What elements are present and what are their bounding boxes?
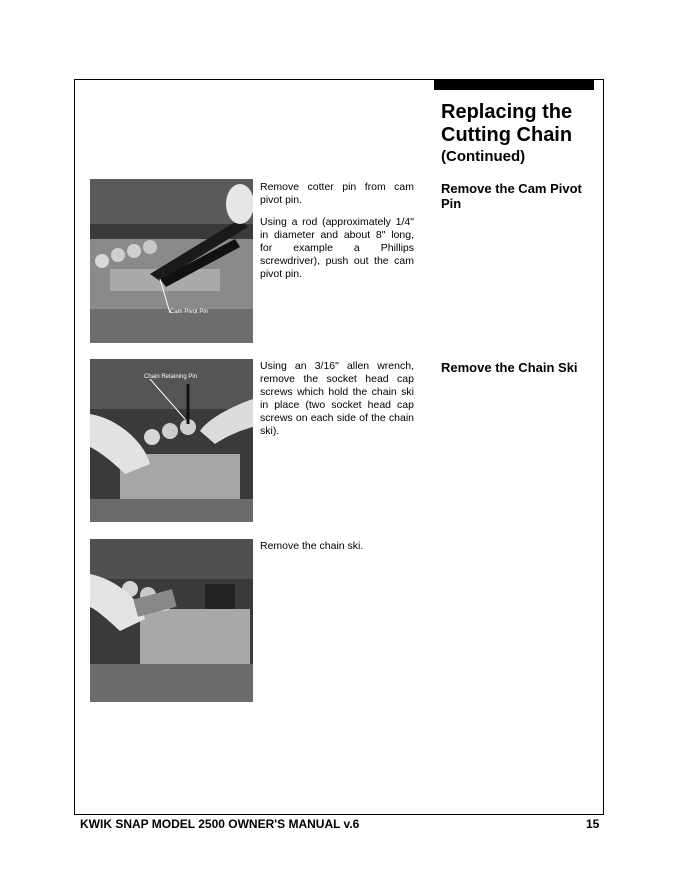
page-title-text: Replacing the Cutting Chain	[441, 101, 573, 146]
paragraph: Using a rod (approximately 1/4" in diameter and about 8" long, for example a Phillips screwdriver), push out the cam pivot pin.	[260, 216, 414, 280]
section-3-text	[260, 540, 414, 562]
paragraph: Using an 3/16" allen wrench, remove the socket head cap screws which hold the chain ski in place (two socket head cap screws on each side of the chain ski).	[260, 360, 414, 437]
page-subtitle: (Continued)	[441, 148, 526, 165]
footer-manual-title: KWIK SNAP MODEL 2500 OWNER'S MANUAL v.6	[80, 817, 360, 831]
paragraph: Remove the chain ski.	[260, 540, 364, 552]
section-heading-chain-ski: Remove the Chain Ski	[441, 360, 578, 375]
header-bar	[434, 79, 594, 90]
section-2-text	[260, 360, 414, 447]
photo-callout-chain-retaining-pin: Chain Retaining Pin	[144, 374, 198, 380]
photo-cam-pivot-pin	[90, 179, 253, 343]
footer-page-number: 15	[586, 817, 600, 831]
photo-callout-cam-pivot-pin: Cam Pivot Pin	[170, 309, 209, 315]
page-title	[441, 101, 601, 167]
photo-chain-ski-removed	[90, 539, 253, 702]
section-heading-cam-pivot-pin: Remove the Cam Pivot Pin	[441, 181, 582, 211]
section-1-text	[260, 181, 414, 290]
paragraph: Remove cotter pin from cam pivot pin.	[260, 181, 414, 206]
photo-chain-ski	[90, 359, 253, 522]
